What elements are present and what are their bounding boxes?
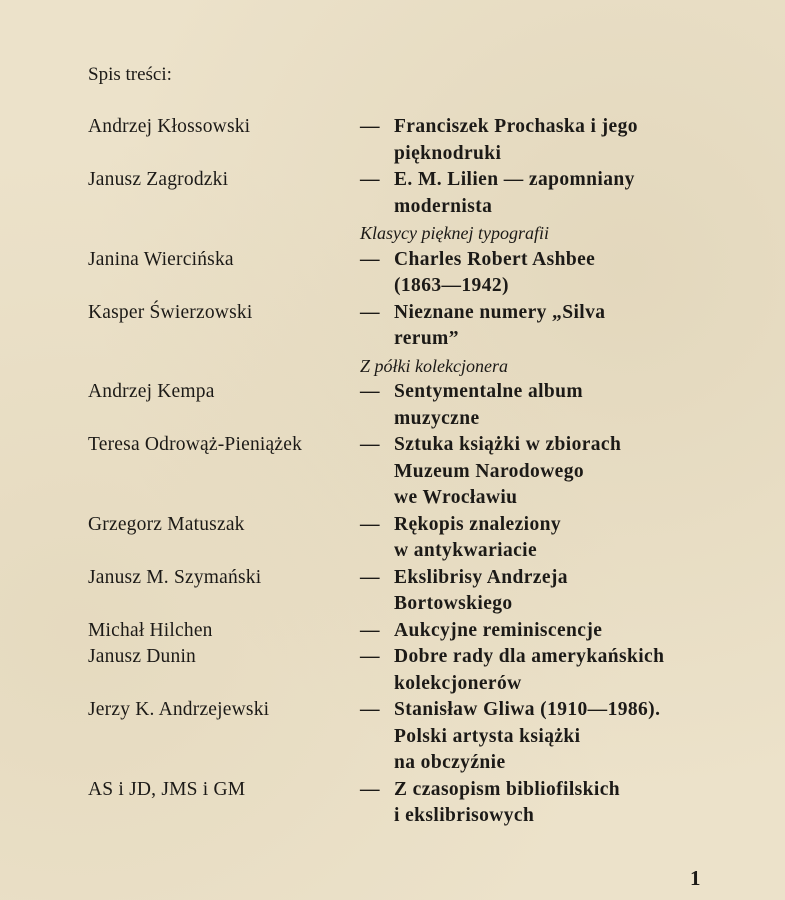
entry-author: Janusz Dunin [88,646,197,667]
entry-title-line: rerum” [394,328,459,349]
entry-author: Andrzej Kłossowski [88,116,251,137]
entry-title-line: Nieznane numery „Silva [394,301,606,323]
entry-dash: — [360,248,380,270]
toc-entry [88,167,708,220]
entry-dash: — [360,513,380,535]
section-heading: Klasycy pięknej typografii [360,223,549,243]
section-heading: Z półki kolekcjonera [360,355,508,376]
entry-dash: — [360,778,380,800]
entry-title [394,618,700,645]
toc-entry [88,777,708,830]
entry-author: Kasper Świerzowski [88,301,253,323]
toc-entry [88,644,708,697]
entry-author: Teresa Odrowąż-Pieniążek [88,434,303,455]
entry-dash: — [360,301,380,323]
toc-entry [88,379,708,432]
entry-title [394,644,700,697]
entry-title [394,697,700,777]
entry-author: Grzegorz Matuszak [88,513,245,535]
entry-title-line: (1863—1942) [394,275,509,296]
entry-title-line: E. M. Lilien — zapomniany [394,169,635,190]
toc-entry [88,247,708,300]
entry-title-line: na obczyźnie [394,752,506,773]
toc-entry [88,697,708,777]
entry-title-line: Franciszek Prochaska i jego [394,116,638,137]
entry-title-line: modernista [394,195,493,217]
entry-title-line: i ekslibrisowych [394,805,535,826]
entry-dash: — [360,699,380,720]
entry-title-line: Sztuka książki w zbiorach [394,434,622,455]
entry-title-line: Sentymentalne album [394,381,584,402]
entry-title-line: Z czasopism bibliofilskich [394,778,621,800]
entry-title-line: kolekcjonerów [394,672,522,694]
entry-author: Jerzy K. Andrzejewski [88,699,270,720]
entry-title-line: w antykwariacie [394,540,538,561]
toc-entry [88,565,708,618]
entry-title-line: Stanisław Gliwa (1910—1986). [394,699,661,720]
entry-author: Janusz M. Szymański [88,566,262,588]
entry-author: AS i JD, JMS i GM [88,778,246,800]
entry-dash: — [360,169,380,190]
entry-author: Janina Wiercińska [88,248,234,270]
entry-author: Janusz Zagrodzki [88,169,229,190]
entry-dash: — [360,434,380,455]
entry-author: Michał Hilchen [88,619,213,641]
toc-entry [88,512,708,565]
entry-author: Andrzej Kempa [88,381,215,402]
page-number: 1 [690,866,701,890]
entry-title [394,777,700,830]
entry-title [394,379,700,432]
entry-title-line: Muzeum Narodowego [394,460,585,482]
table-of-contents [88,114,708,830]
entry-dash: — [360,619,380,641]
toc-entry [88,300,708,353]
toc-entry [88,114,708,167]
entry-title [394,247,700,300]
entry-title-line: Ekslibrisy Andrzeja [394,566,568,588]
toc-heading: Spis treści: [88,64,172,85]
entry-dash: — [360,116,380,137]
toc-entry [88,618,708,645]
entry-title-line: Dobre rady dla amerykańskich [394,646,665,667]
entry-title-line: Polski artysta książki [394,725,581,747]
toc-entry [88,432,708,512]
entry-title [394,432,700,512]
entry-title [394,167,700,220]
entry-title-line: we Wrocławiu [394,487,518,508]
entry-title-line: Aukcyjne reminiscencje [394,619,603,641]
entry-title-line: Bortowskiego [394,593,513,614]
entry-title [394,512,700,565]
entry-title-line: pięknodruki [394,142,502,164]
entry-dash: — [360,381,380,402]
entry-title [394,114,700,167]
entry-title-line: Rękopis znaleziony [394,513,561,535]
entry-title [394,300,700,353]
entry-title-line: muzyczne [394,407,480,429]
entry-title-line: Charles Robert Ashbee [394,248,596,270]
entry-dash: — [360,566,380,588]
entry-dash: — [360,646,380,667]
entry-title [394,565,700,618]
